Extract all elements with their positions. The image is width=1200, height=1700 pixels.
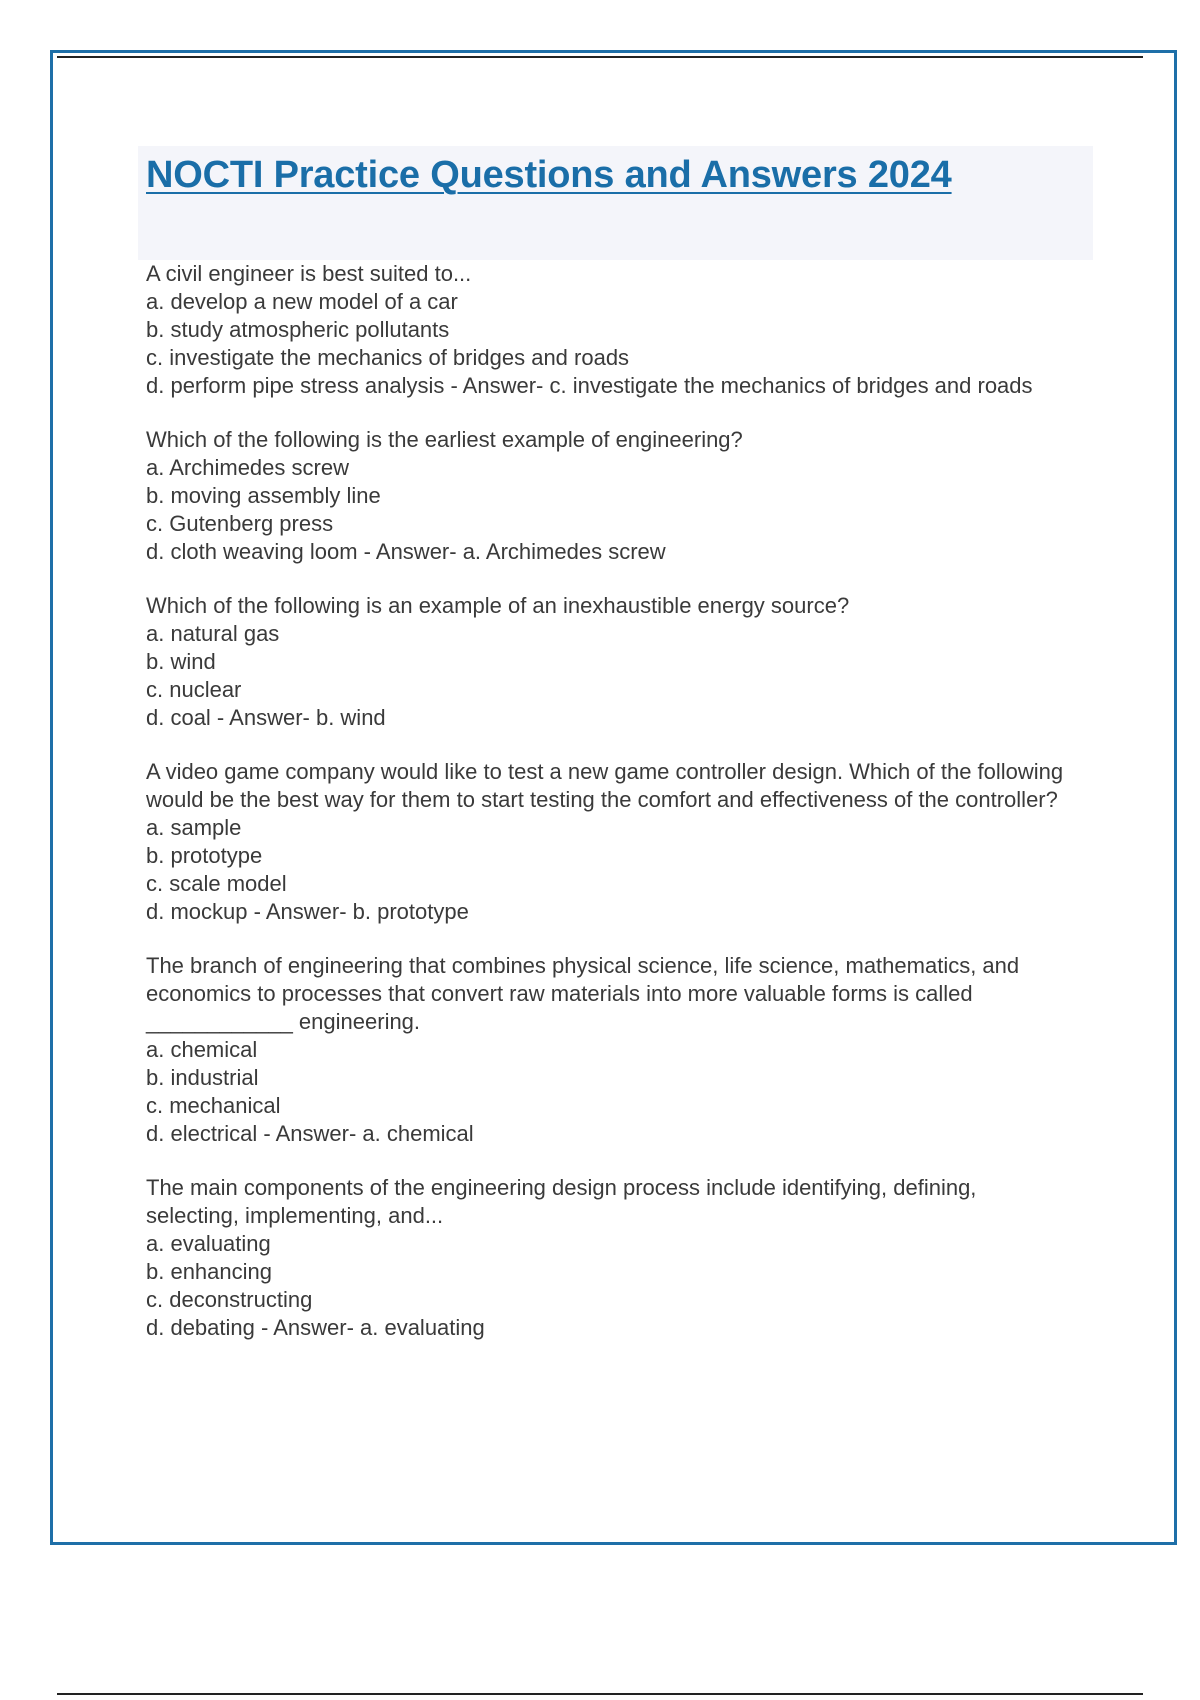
option-a: a. Archimedes screw <box>146 455 349 480</box>
qa-block-5 <box>146 952 1076 1148</box>
question-text: A video game company would like to test a new game controller design. Which of the following would be the best way for them to start testing the comfort and effectiveness of the controller? <box>146 759 1064 812</box>
option-a: a. natural gas <box>146 621 280 646</box>
option-b: b. study atmospheric pollutants <box>146 317 450 342</box>
option-a: a. develop a new model of a car <box>146 289 458 314</box>
option-b: b. moving assembly line <box>146 483 381 508</box>
option-d-with-answer: d. mockup - Answer- b. prototype <box>146 899 469 924</box>
qa-block-2 <box>146 426 1076 566</box>
option-b: b. enhancing <box>146 1259 272 1284</box>
qa-block-1 <box>146 260 1076 400</box>
qa-block-3 <box>146 592 1076 732</box>
option-c: c. deconstructing <box>146 1287 313 1312</box>
option-d-with-answer: d. debating - Answer- a. evaluating <box>146 1315 485 1340</box>
option-a: a. chemical <box>146 1037 258 1062</box>
question-text: The branch of engineering that combines physical science, life science, mathematics, and economics to processes that convert raw materials into more valuable forms is called ____________ engineering. <box>146 953 1020 1034</box>
option-a: a. evaluating <box>146 1231 271 1256</box>
bottom-rule <box>57 1693 1143 1695</box>
question-text: Which of the following is the earliest example of engineering? <box>146 427 743 452</box>
question-text: The main components of the engineering design process include identifying, defining, selecting, implementing, and... <box>146 1175 977 1228</box>
option-d-with-answer: d. cloth weaving loom - Answer- a. Archimedes screw <box>146 539 666 564</box>
option-a: a. sample <box>146 815 242 840</box>
qa-content <box>146 260 1076 1368</box>
option-c: c. mechanical <box>146 1093 281 1118</box>
option-c: c. scale model <box>146 871 287 896</box>
option-c: c. investigate the mechanics of bridges and roads <box>146 345 630 370</box>
page-title: NOCTI Practice Questions and Answers 2024 <box>146 154 952 196</box>
qa-block-4 <box>146 758 1076 926</box>
option-d-with-answer: d. electrical - Answer- a. chemical <box>146 1121 474 1146</box>
option-c: c. nuclear <box>146 677 242 702</box>
option-b: b. wind <box>146 649 216 674</box>
option-d-with-answer: d. coal - Answer- b. wind <box>146 705 386 730</box>
qa-block-6 <box>146 1174 1076 1342</box>
option-c: c. Gutenberg press <box>146 511 334 536</box>
option-b: b. industrial <box>146 1065 259 1090</box>
option-b: b. prototype <box>146 843 263 868</box>
option-d-with-answer: d. perform pipe stress analysis - Answer- c. investigate the mechanics of bridges and roads <box>146 373 1033 398</box>
question-text: A civil engineer is best suited to... <box>146 261 472 286</box>
question-text: Which of the following is an example of an inexhaustible energy source? <box>146 593 850 618</box>
